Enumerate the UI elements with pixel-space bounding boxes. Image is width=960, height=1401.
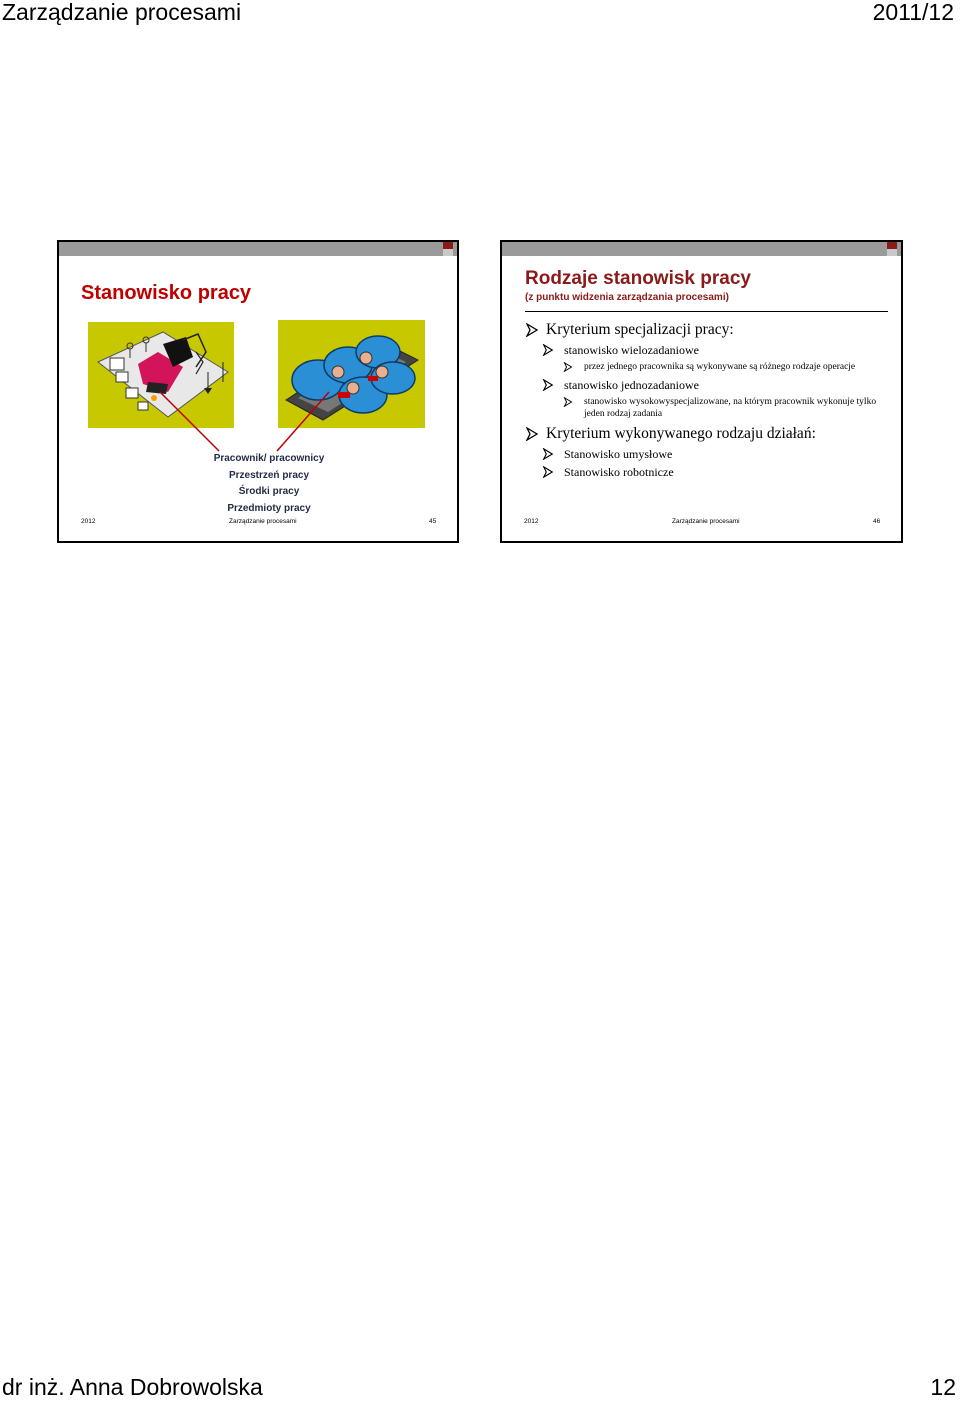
arrow-bullet-icon: [563, 397, 573, 407]
slide-footer-number: 45: [429, 518, 437, 525]
slide-footer-number: 46: [873, 518, 881, 525]
slide-footer-year: 2012: [81, 518, 96, 525]
list-item-text: stanowisko wielozadaniowe: [564, 343, 699, 357]
slide-title: Stanowisko pracy: [81, 282, 252, 304]
label-means: Środki pracy: [238, 486, 300, 497]
list-item: [524, 447, 894, 461]
arrow-bullet-icon: [542, 379, 554, 391]
list-item-text: stanowisko wysokowyspecjalizowane, na którym pracownik wykonuje tylko jeden rodzaj zadania: [584, 396, 877, 419]
list-item-text: Stanowisko umysłowe: [564, 446, 673, 461]
arrow-bullet-icon: [542, 466, 554, 478]
arrow-bullet-icon: [525, 427, 539, 441]
arrow-bullet-icon: [542, 344, 554, 356]
list-item-text: przez jednego pracownika są wykonywane są różnego rodzaje operacje: [584, 362, 856, 372]
slide-45: [57, 240, 459, 543]
workstation-elements-list: [169, 451, 369, 517]
slide-title: Rodzaje stanowisk pracy: [525, 268, 751, 289]
list-item-text: Stanowisko robotnicze: [564, 464, 674, 479]
title-divider: [525, 311, 888, 312]
slide-corner-mark-lower: [887, 249, 897, 256]
list-item-text: Kryterium specjalizacji pracy:: [546, 321, 734, 338]
slide-footer-year: 2012: [524, 518, 539, 525]
list-item: [524, 396, 894, 421]
list-item: [524, 465, 894, 479]
slide-subtitle: (z punktu widzenia zarządzania procesami): [525, 292, 729, 303]
list-item: [524, 321, 894, 339]
arrow-bullet-icon: [563, 362, 573, 372]
slide-footer-center: Zarządzanie procesami: [229, 518, 297, 525]
label-workspace: Przestrzeń pracy: [228, 469, 310, 481]
list-item-text: stanowisko jednozadaniowe: [564, 377, 699, 392]
page-header-term: 2011/12: [872, 0, 954, 25]
page-number: 12: [930, 1374, 956, 1400]
slide-footer-center: Zarządzanie procesami: [672, 518, 740, 525]
list-item: [524, 361, 894, 374]
page-footer-author: dr inż. Anna Dobrowolska: [2, 1374, 263, 1400]
label-objects: Przedmioty pracy: [227, 502, 311, 514]
arrow-bullet-icon: [525, 323, 539, 337]
slide-corner-mark: [887, 242, 897, 249]
list-item: [524, 378, 894, 392]
bullet-list: [524, 321, 894, 483]
slide-46: [500, 240, 903, 543]
list-item: [524, 343, 894, 357]
label-worker: Pracownik/ pracownicy: [213, 453, 325, 464]
slide-top-bar: [502, 242, 901, 256]
list-item: [524, 425, 894, 443]
page-header-title: Zarządzanie procesami: [2, 0, 242, 25]
arrow-bullet-icon: [542, 448, 554, 460]
list-item-text: Kryterium wykonywanego rodzaju działań:: [546, 424, 816, 442]
